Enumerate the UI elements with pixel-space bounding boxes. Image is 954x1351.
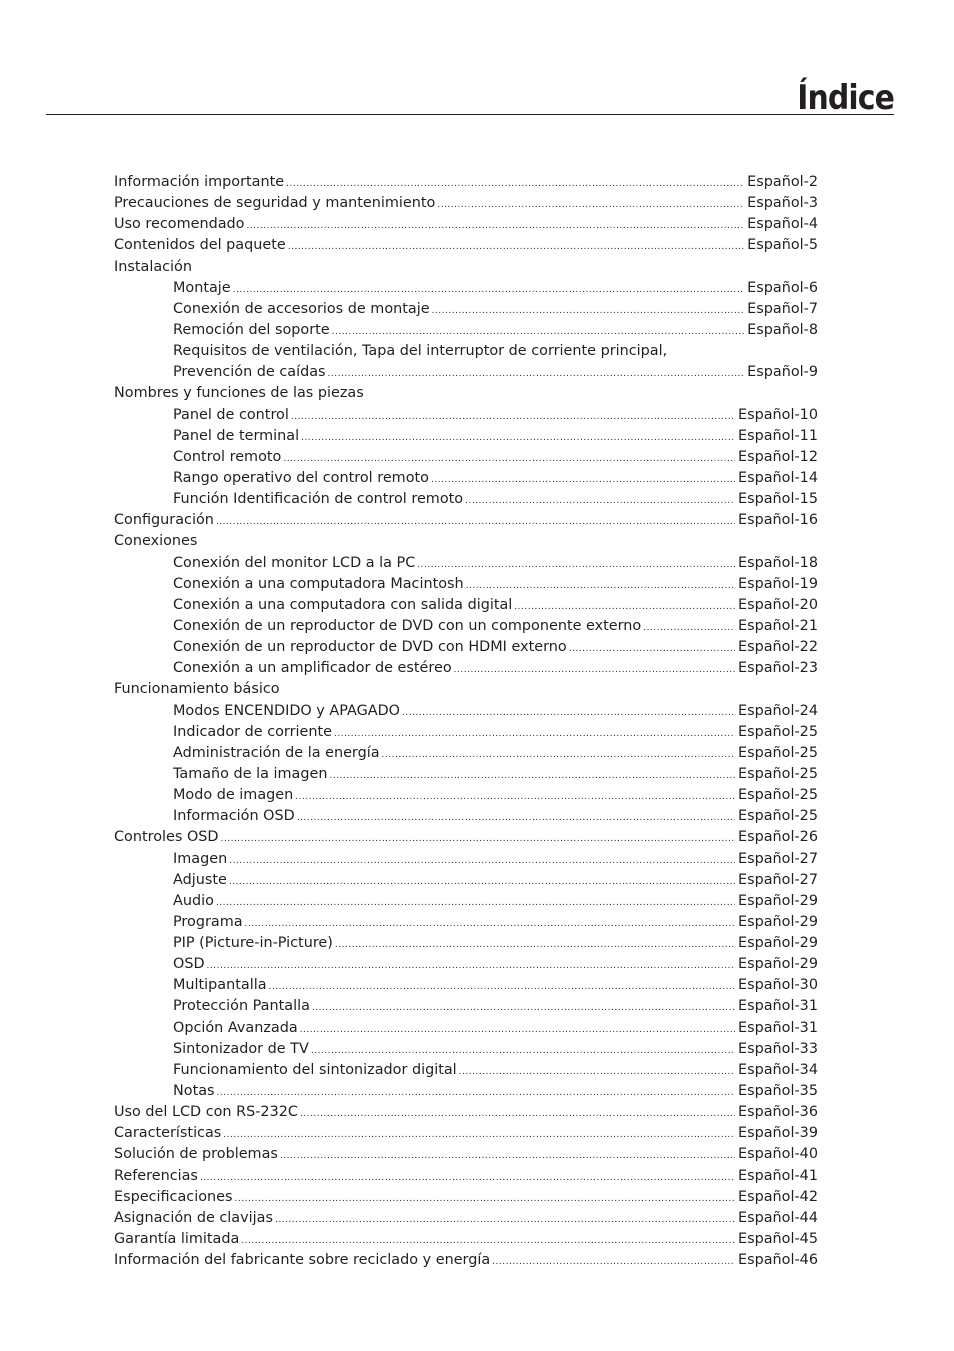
toc-entry[interactable] bbox=[114, 426, 818, 447]
page-title: Índice bbox=[797, 78, 894, 118]
toc-entry[interactable] bbox=[114, 1144, 818, 1165]
toc-entry-page: Español-25 bbox=[738, 808, 818, 825]
toc-entry-label: Conexión de un reproductor de DVD con un componente externo bbox=[173, 617, 642, 634]
toc-entry-label: Conexión a un amplificador de estéreo bbox=[173, 660, 452, 677]
toc-entry-label: Conexión del monitor LCD a la PC bbox=[173, 554, 416, 571]
toc-leader-dots bbox=[288, 237, 744, 258]
toc-entry-label: Protección Pantalla bbox=[173, 998, 310, 1015]
toc-entry-page: Español-22 bbox=[738, 639, 818, 656]
toc-entry-label: Rango operativo del control remoto bbox=[173, 469, 429, 486]
toc-leader-dots bbox=[233, 280, 745, 301]
toc-entry[interactable] bbox=[114, 1166, 818, 1187]
toc-entry[interactable] bbox=[114, 849, 818, 870]
toc-entry-page: Español-23 bbox=[738, 660, 818, 677]
toc-leader-dots bbox=[283, 449, 735, 470]
toc-entry-label: Características bbox=[114, 1125, 222, 1142]
toc-entry[interactable] bbox=[114, 912, 818, 933]
toc-leader-dots bbox=[221, 829, 736, 850]
toc-entry-page: Español-35 bbox=[738, 1083, 818, 1100]
toc-leader-dots bbox=[275, 1210, 735, 1231]
toc-leader-dots bbox=[643, 618, 735, 639]
toc-entry-label: Modos ENCENDIDO y APAGADO bbox=[173, 702, 400, 719]
toc-entry-page: Español-25 bbox=[738, 765, 818, 782]
toc-entry[interactable] bbox=[114, 383, 818, 404]
toc-entry-page: Español-29 bbox=[738, 935, 818, 952]
toc-entry-label: Información del fabricante sobre reciclado y energía bbox=[114, 1252, 491, 1269]
toc-entry-page: Español-30 bbox=[738, 977, 818, 994]
toc-entry-label: Administración de la energía bbox=[173, 744, 380, 761]
toc-entry-page: Español-9 bbox=[747, 364, 818, 381]
toc-entry[interactable] bbox=[114, 764, 818, 785]
toc-leader-dots bbox=[328, 364, 745, 385]
toc-entry-label: Remoción del soporte bbox=[173, 321, 330, 338]
toc-entry-page: Español-42 bbox=[738, 1188, 818, 1205]
toc-entry[interactable] bbox=[114, 891, 818, 912]
toc-entry-label: Uso del LCD con RS-232C bbox=[114, 1104, 298, 1121]
toc-leader-dots bbox=[234, 1189, 735, 1210]
toc-entry-label: Conexión de un reproductor de DVD con HDMI externo bbox=[173, 639, 567, 656]
toc-entry[interactable] bbox=[114, 172, 818, 193]
toc-leader-dots bbox=[459, 1062, 735, 1083]
toc-leader-dots bbox=[312, 998, 735, 1019]
toc-entry-label: Contenidos del paquete bbox=[114, 237, 286, 254]
toc-leader-dots bbox=[432, 301, 745, 322]
toc-leader-dots bbox=[295, 787, 735, 808]
toc-entry-label: Conexión de accesorios de montaje bbox=[173, 300, 430, 317]
toc-entry-label: Funcionamiento básico bbox=[114, 681, 280, 698]
toc-entry[interactable] bbox=[114, 701, 818, 722]
toc-entry-page: Español-8 bbox=[747, 321, 818, 338]
toc-leader-dots bbox=[216, 512, 735, 533]
toc-entry-label: Uso recomendado bbox=[114, 216, 245, 233]
toc-entry-label: Notas bbox=[173, 1083, 215, 1100]
toc-entry-label: Configuración bbox=[114, 512, 214, 529]
toc-entry-label: Información OSD bbox=[173, 808, 295, 825]
toc-entry-page: Español-34 bbox=[738, 1061, 818, 1078]
toc-entry-label: Controles OSD bbox=[114, 829, 219, 846]
toc-entry[interactable] bbox=[114, 257, 818, 278]
toc-entry-label: Indicador de corriente bbox=[173, 723, 332, 740]
toc-leader-dots bbox=[223, 1125, 735, 1146]
toc-entry-page: Español-25 bbox=[738, 787, 818, 804]
toc-entry[interactable] bbox=[114, 1123, 818, 1144]
toc-entry-page: Español-27 bbox=[738, 850, 818, 867]
toc-entry[interactable] bbox=[114, 320, 818, 341]
toc-entry-label: Requisitos de ventilación, Tapa del interruptor de corriente principal, bbox=[173, 343, 668, 360]
toc-entry-page: Español-7 bbox=[747, 300, 818, 317]
toc-entry[interactable] bbox=[114, 193, 818, 214]
toc-entry-page: Español-6 bbox=[747, 279, 818, 296]
toc-entry-label: Nombres y funciones de las piezas bbox=[114, 385, 364, 402]
toc-leader-dots bbox=[229, 872, 735, 893]
toc-leader-dots bbox=[269, 977, 735, 998]
toc-entry-page: Español-3 bbox=[747, 195, 818, 212]
toc-entry[interactable] bbox=[114, 214, 818, 235]
toc-entry-label: Adjuste bbox=[173, 871, 227, 888]
toc-leader-dots bbox=[382, 745, 735, 766]
toc-entry-page: Español-26 bbox=[738, 829, 818, 846]
toc-entry[interactable] bbox=[114, 827, 818, 848]
toc-leader-dots bbox=[300, 1020, 735, 1041]
toc-entry[interactable] bbox=[114, 975, 818, 996]
toc-leader-dots bbox=[217, 1083, 735, 1104]
toc-entry[interactable] bbox=[114, 658, 818, 679]
toc-leader-dots bbox=[437, 195, 744, 216]
toc-leader-dots bbox=[241, 1231, 735, 1252]
toc-entry[interactable] bbox=[114, 1060, 818, 1081]
toc-entry-label: Prevención de caídas bbox=[173, 364, 326, 381]
toc-entry-label: Conexión a una computadora con salida digital bbox=[173, 596, 513, 613]
toc-leader-dots bbox=[329, 766, 735, 787]
toc-entry-page: Español-18 bbox=[738, 554, 818, 571]
toc-entry[interactable] bbox=[114, 1018, 818, 1039]
toc-leader-dots bbox=[200, 1168, 735, 1189]
toc-entry-page: Español-4 bbox=[747, 216, 818, 233]
toc-leader-dots bbox=[229, 851, 735, 872]
toc-entry-page: Español-45 bbox=[738, 1231, 818, 1248]
toc-leader-dots bbox=[286, 174, 744, 195]
toc-entry-page: Español-2 bbox=[747, 174, 818, 190]
toc-entry[interactable] bbox=[114, 531, 818, 552]
toc-entry-page: Español-14 bbox=[738, 469, 818, 486]
toc-entry[interactable] bbox=[114, 1208, 818, 1229]
title-rule bbox=[46, 114, 894, 115]
toc-entry-page: Español-44 bbox=[738, 1209, 818, 1226]
toc-leader-dots bbox=[280, 1146, 735, 1167]
toc-leader-dots bbox=[300, 1104, 735, 1125]
toc-entry[interactable] bbox=[114, 362, 818, 383]
toc-entry-page: Español-25 bbox=[738, 723, 818, 740]
toc-entry-label: OSD bbox=[173, 956, 205, 973]
toc-entry[interactable] bbox=[114, 954, 818, 975]
toc-entry[interactable] bbox=[114, 637, 818, 658]
toc-leader-dots bbox=[431, 470, 735, 491]
toc-leader-dots bbox=[454, 660, 735, 681]
toc-entry-label: Panel de control bbox=[173, 406, 289, 423]
toc-entry-page: Español-11 bbox=[738, 427, 818, 444]
toc-entry[interactable] bbox=[114, 447, 818, 468]
toc-entry-page: Español-29 bbox=[738, 956, 818, 973]
toc-entry[interactable] bbox=[114, 933, 818, 954]
toc-entry-page: Español-46 bbox=[738, 1252, 818, 1269]
toc-leader-dots bbox=[466, 576, 735, 597]
toc-entry-page: Español-19 bbox=[738, 575, 818, 592]
toc-entry-page: Español-41 bbox=[738, 1167, 818, 1184]
toc-entry-page: Español-31 bbox=[738, 1019, 818, 1036]
toc-entry-label: Conexiones bbox=[114, 533, 198, 550]
toc-entry-page: Español-20 bbox=[738, 596, 818, 613]
toc-entry-label: Opción Avanzada bbox=[173, 1019, 298, 1036]
toc-entry-page: Español-29 bbox=[738, 913, 818, 930]
toc-leader-dots bbox=[291, 407, 735, 428]
toc-entry-page: Español-31 bbox=[738, 998, 818, 1015]
toc-entry-page: Español-24 bbox=[738, 702, 818, 719]
toc-entry-label: Tamaño de la imagen bbox=[173, 765, 328, 782]
toc-entry[interactable] bbox=[114, 405, 818, 426]
toc-entry[interactable] bbox=[114, 595, 818, 616]
toc-entry[interactable] bbox=[114, 870, 818, 891]
toc-entry[interactable] bbox=[114, 996, 818, 1017]
toc-entry[interactable] bbox=[114, 341, 818, 362]
toc-entry-label: Garantía limitada bbox=[114, 1231, 240, 1248]
toc-leader-dots bbox=[334, 724, 735, 745]
toc-entry[interactable] bbox=[114, 722, 818, 743]
toc-entry[interactable] bbox=[114, 806, 818, 827]
toc-entry-label: Solución de problemas bbox=[114, 1146, 278, 1163]
toc-entry[interactable] bbox=[114, 1039, 818, 1060]
toc-entry-label: Montaje bbox=[173, 279, 231, 296]
toc-entry[interactable] bbox=[114, 468, 818, 489]
toc-entry[interactable] bbox=[114, 1081, 818, 1102]
toc-entry-page: Español-27 bbox=[738, 871, 818, 888]
toc-entry-label: Instalación bbox=[114, 258, 192, 275]
toc-entry-label: PIP (Picture-in-Picture) bbox=[173, 935, 333, 952]
toc-entry[interactable] bbox=[114, 299, 818, 320]
toc-leader-dots bbox=[297, 808, 735, 829]
toc-leader-dots bbox=[207, 956, 735, 977]
toc-entry-label: Sintonizador de TV bbox=[173, 1040, 309, 1057]
toc-entry[interactable] bbox=[114, 510, 818, 531]
toc-entry-page: Español-10 bbox=[738, 406, 818, 423]
toc-leader-dots bbox=[402, 703, 735, 724]
table-of-contents bbox=[114, 172, 818, 1271]
toc-entry[interactable] bbox=[114, 679, 818, 700]
toc-entry-page: Español-16 bbox=[738, 512, 818, 529]
toc-entry-page: Español-21 bbox=[738, 617, 818, 634]
toc-entry-page: Español-25 bbox=[738, 744, 818, 761]
toc-entry[interactable] bbox=[114, 785, 818, 806]
toc-entry-page: Español-33 bbox=[738, 1040, 818, 1057]
toc-entry[interactable] bbox=[114, 235, 818, 256]
toc-leader-dots bbox=[246, 216, 744, 237]
toc-entry[interactable] bbox=[114, 1250, 818, 1271]
toc-entry-label: Precauciones de seguridad y mantenimiento bbox=[114, 195, 436, 212]
toc-entry[interactable] bbox=[114, 489, 818, 510]
toc-entry[interactable] bbox=[114, 1102, 818, 1123]
toc-entry-page: Español-39 bbox=[738, 1125, 818, 1142]
toc-entry-label: Conexión a una computadora Macintosh bbox=[173, 575, 464, 592]
toc-entry-page: Español-36 bbox=[738, 1104, 818, 1121]
toc-entry-label: Modo de imagen bbox=[173, 787, 294, 804]
toc-entry-label: Especificaciones bbox=[114, 1188, 233, 1205]
toc-entry-label: Control remoto bbox=[173, 448, 282, 465]
toc-entry-label: Información importante bbox=[114, 174, 285, 190]
toc-entry-label: Programa bbox=[173, 913, 243, 930]
toc-entry[interactable] bbox=[114, 553, 818, 574]
toc-entry-label: Imagen bbox=[173, 850, 228, 867]
toc-leader-dots bbox=[332, 322, 745, 343]
toc-entry-label: Asignación de clavijas bbox=[114, 1209, 273, 1226]
toc-entry[interactable] bbox=[114, 1187, 818, 1208]
toc-entry[interactable] bbox=[114, 1229, 818, 1250]
toc-entry[interactable] bbox=[114, 574, 818, 595]
toc-entry-page: Español-40 bbox=[738, 1146, 818, 1163]
toc-entry[interactable] bbox=[114, 743, 818, 764]
toc-leader-dots bbox=[311, 1041, 735, 1062]
toc-entry-page: Español-29 bbox=[738, 892, 818, 909]
toc-entry-label: Panel de terminal bbox=[173, 427, 300, 444]
toc-leader-dots bbox=[301, 428, 735, 449]
toc-leader-dots bbox=[514, 597, 735, 618]
toc-leader-dots bbox=[245, 914, 735, 935]
toc-leader-dots bbox=[569, 639, 735, 660]
toc-entry-label: Audio bbox=[173, 892, 214, 909]
toc-entry[interactable] bbox=[114, 278, 818, 299]
toc-entry-page: Español-12 bbox=[738, 448, 818, 465]
toc-entry-label: Funcionamiento del sintonizador digital bbox=[173, 1061, 457, 1078]
toc-entry-page: Español-15 bbox=[738, 491, 818, 508]
toc-leader-dots bbox=[216, 893, 735, 914]
toc-leader-dots bbox=[465, 491, 735, 512]
toc-entry-label: Referencias bbox=[114, 1167, 198, 1184]
toc-entry-label: Función Identificación de control remoto bbox=[173, 491, 464, 508]
toc-leader-dots bbox=[417, 555, 735, 576]
toc-entry-page: Español-5 bbox=[747, 237, 818, 254]
toc-leader-dots bbox=[335, 935, 735, 956]
toc-entry[interactable] bbox=[114, 616, 818, 637]
toc-entry-label: Multipantalla bbox=[173, 977, 267, 994]
toc-leader-dots bbox=[492, 1252, 735, 1273]
